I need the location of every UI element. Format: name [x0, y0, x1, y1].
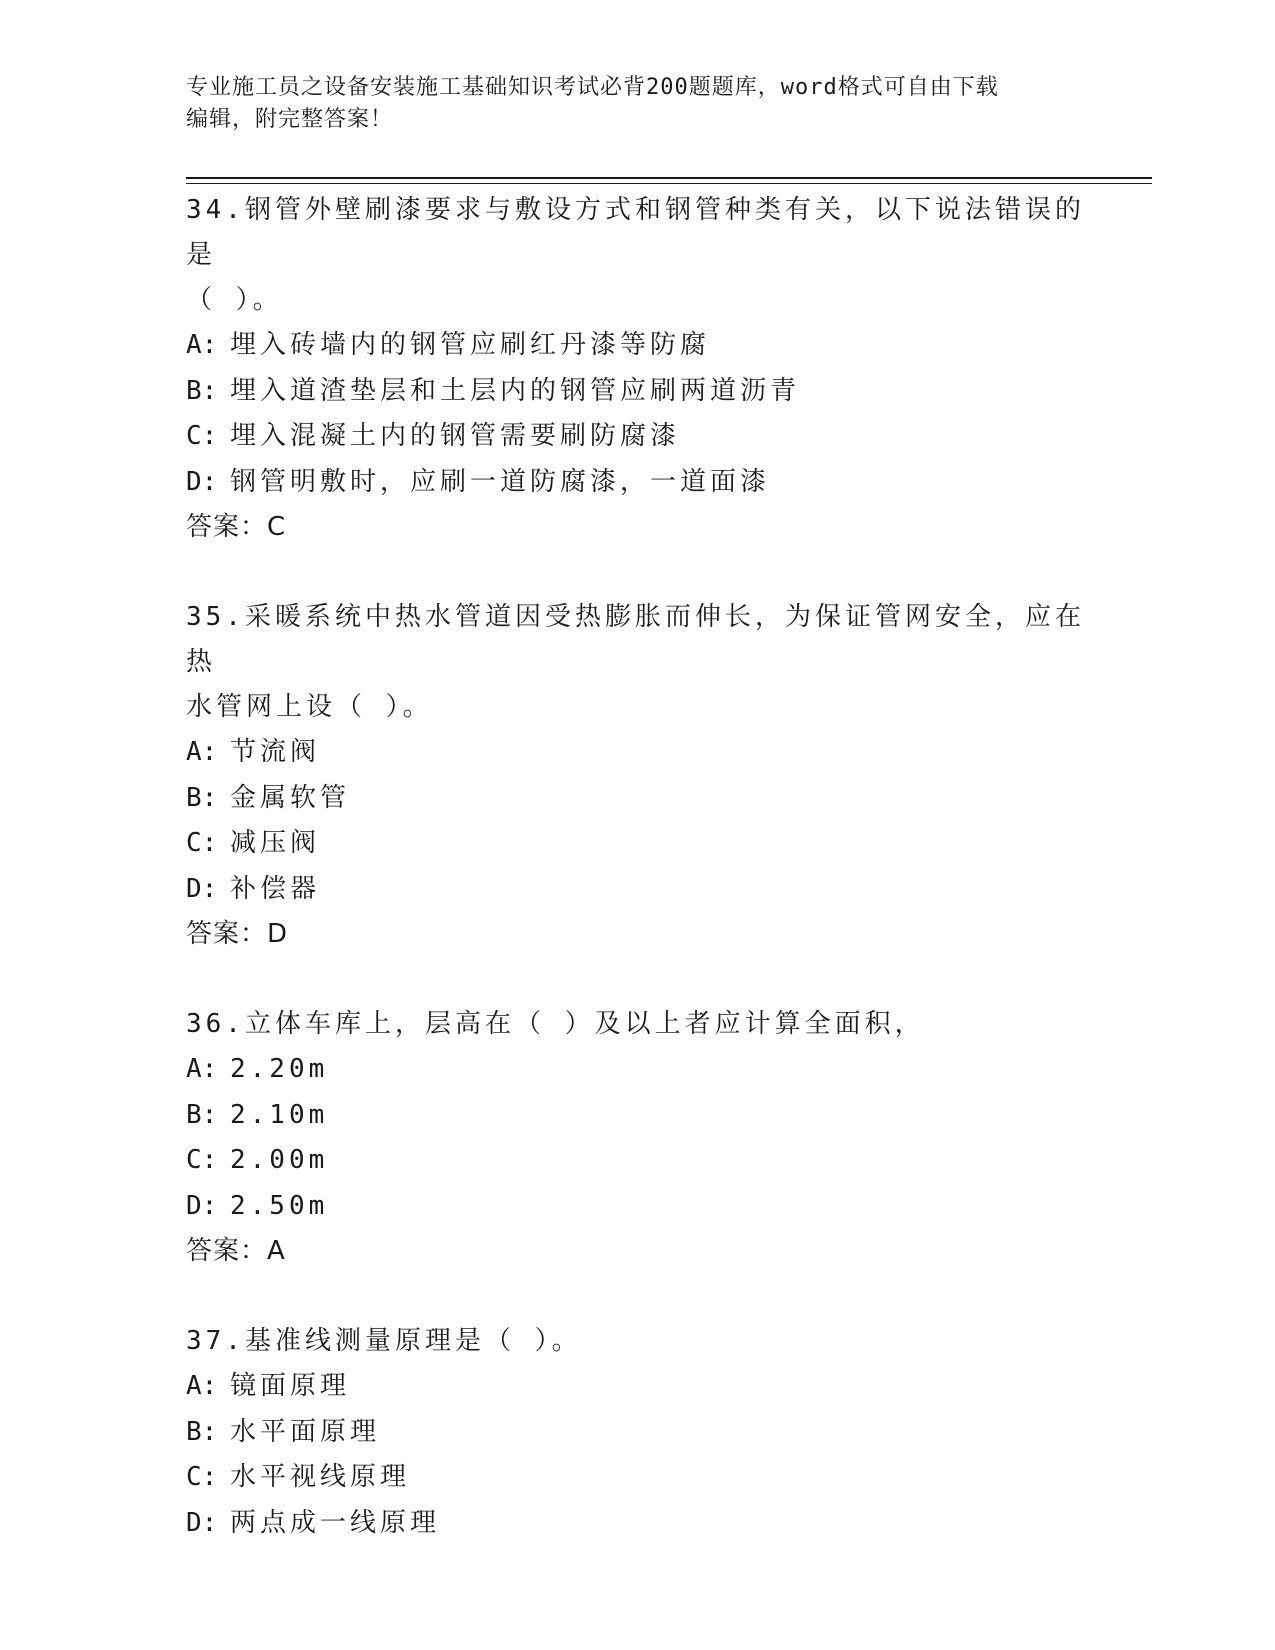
option-text: 埋入砖墙内的钢管应刷红丹漆等防腐 [230, 330, 711, 360]
option-c [186, 1138, 1086, 1184]
option-text: 2.50m [230, 1190, 329, 1221]
option-b [186, 1410, 1086, 1456]
option-letter: D: [186, 1507, 218, 1538]
header-divider-thin [186, 183, 1152, 184]
header-title-line-1: 专业施工员之设备安装施工基础知识考试必背200题题库，word格式可自由下载 [186, 75, 999, 100]
option-letter: B: [186, 1416, 218, 1447]
option-text: 镜面原理 [230, 1371, 351, 1401]
option-letter: D: [186, 466, 218, 497]
option-text: 2.20m [230, 1054, 329, 1084]
option-letter: C: [186, 828, 218, 858]
option-letter: B: [186, 375, 218, 406]
option-text: 2.00m [230, 1145, 329, 1175]
question-37 [186, 1319, 1086, 1546]
option-d [186, 867, 1086, 913]
option-letter: A: [186, 330, 218, 360]
option-text: 水平面原理 [230, 1416, 381, 1447]
header-title-line-2: 编辑，附完整答案！ [186, 107, 394, 132]
question-list [186, 188, 1086, 1591]
option-a [186, 1047, 1086, 1093]
option-text: 减压阀 [230, 828, 321, 858]
question-stem-line-2: （ ）。 [186, 285, 283, 315]
option-letter: A: [186, 1054, 218, 1084]
question-34 [186, 188, 1086, 550]
option-c [186, 1455, 1086, 1501]
option-d [186, 1184, 1086, 1230]
question-stem [186, 595, 1086, 730]
option-letter: B: [186, 782, 218, 813]
option-letter: C: [186, 421, 218, 451]
option-text: 2.10m [230, 1099, 329, 1130]
question-stem-line-1: 36.立体车库上，层高在（ ）及以上者应计算全面积， [186, 1009, 925, 1039]
question-stem-line-2: 水管网上设（ ）。 [186, 692, 433, 722]
question-stem [186, 188, 1086, 323]
option-letter: A: [186, 737, 218, 767]
option-a [186, 1364, 1086, 1410]
option-letter: D: [186, 1190, 218, 1221]
option-text: 金属软管 [230, 782, 351, 813]
option-text: 钢管明敷时，应刷一道防腐漆，一道面漆 [230, 466, 771, 497]
option-letter: D: [186, 873, 218, 904]
document-header [186, 72, 1066, 136]
option-d [186, 460, 1086, 506]
question-stem-line-1: 37.基准线测量原理是（ ）。 [186, 1326, 582, 1356]
option-text: 补偿器 [230, 873, 321, 904]
answer-line: 答案：D [186, 919, 289, 949]
question-stem-line-1: 34.钢管外壁刷漆要求与敷设方式和钢管种类有关，以下说法错误的是 [186, 195, 1085, 270]
question-36 [186, 1002, 1086, 1274]
option-a [186, 730, 1086, 776]
option-b [186, 776, 1086, 822]
option-letter: A: [186, 1371, 218, 1401]
option-a [186, 323, 1086, 369]
option-text: 节流阀 [230, 737, 321, 767]
option-letter: C: [186, 1145, 218, 1175]
header-divider-thick [186, 177, 1152, 179]
option-letter: B: [186, 1099, 218, 1130]
option-c [186, 821, 1086, 867]
question-stem [186, 1002, 1086, 1047]
option-text: 水平视线原理 [230, 1462, 411, 1492]
option-b [186, 1093, 1086, 1139]
option-letter: C: [186, 1462, 218, 1492]
option-text: 埋入混凝土内的钢管需要刷防腐漆 [230, 421, 681, 451]
answer-line: 答案：A [186, 1236, 286, 1266]
option-c [186, 414, 1086, 460]
option-b [186, 369, 1086, 415]
question-35 [186, 595, 1086, 957]
answer-line: 答案：C [186, 512, 287, 542]
option-text: 两点成一线原理 [230, 1507, 441, 1538]
option-text: 埋入道渣垫层和土层内的钢管应刷两道沥青 [230, 375, 801, 406]
question-stem [186, 1319, 1086, 1364]
question-stem-line-1: 35.采暖系统中热水管道因受热膨胀而伸长，为保证管网安全，应在热 [186, 602, 1085, 677]
option-d [186, 1501, 1086, 1547]
